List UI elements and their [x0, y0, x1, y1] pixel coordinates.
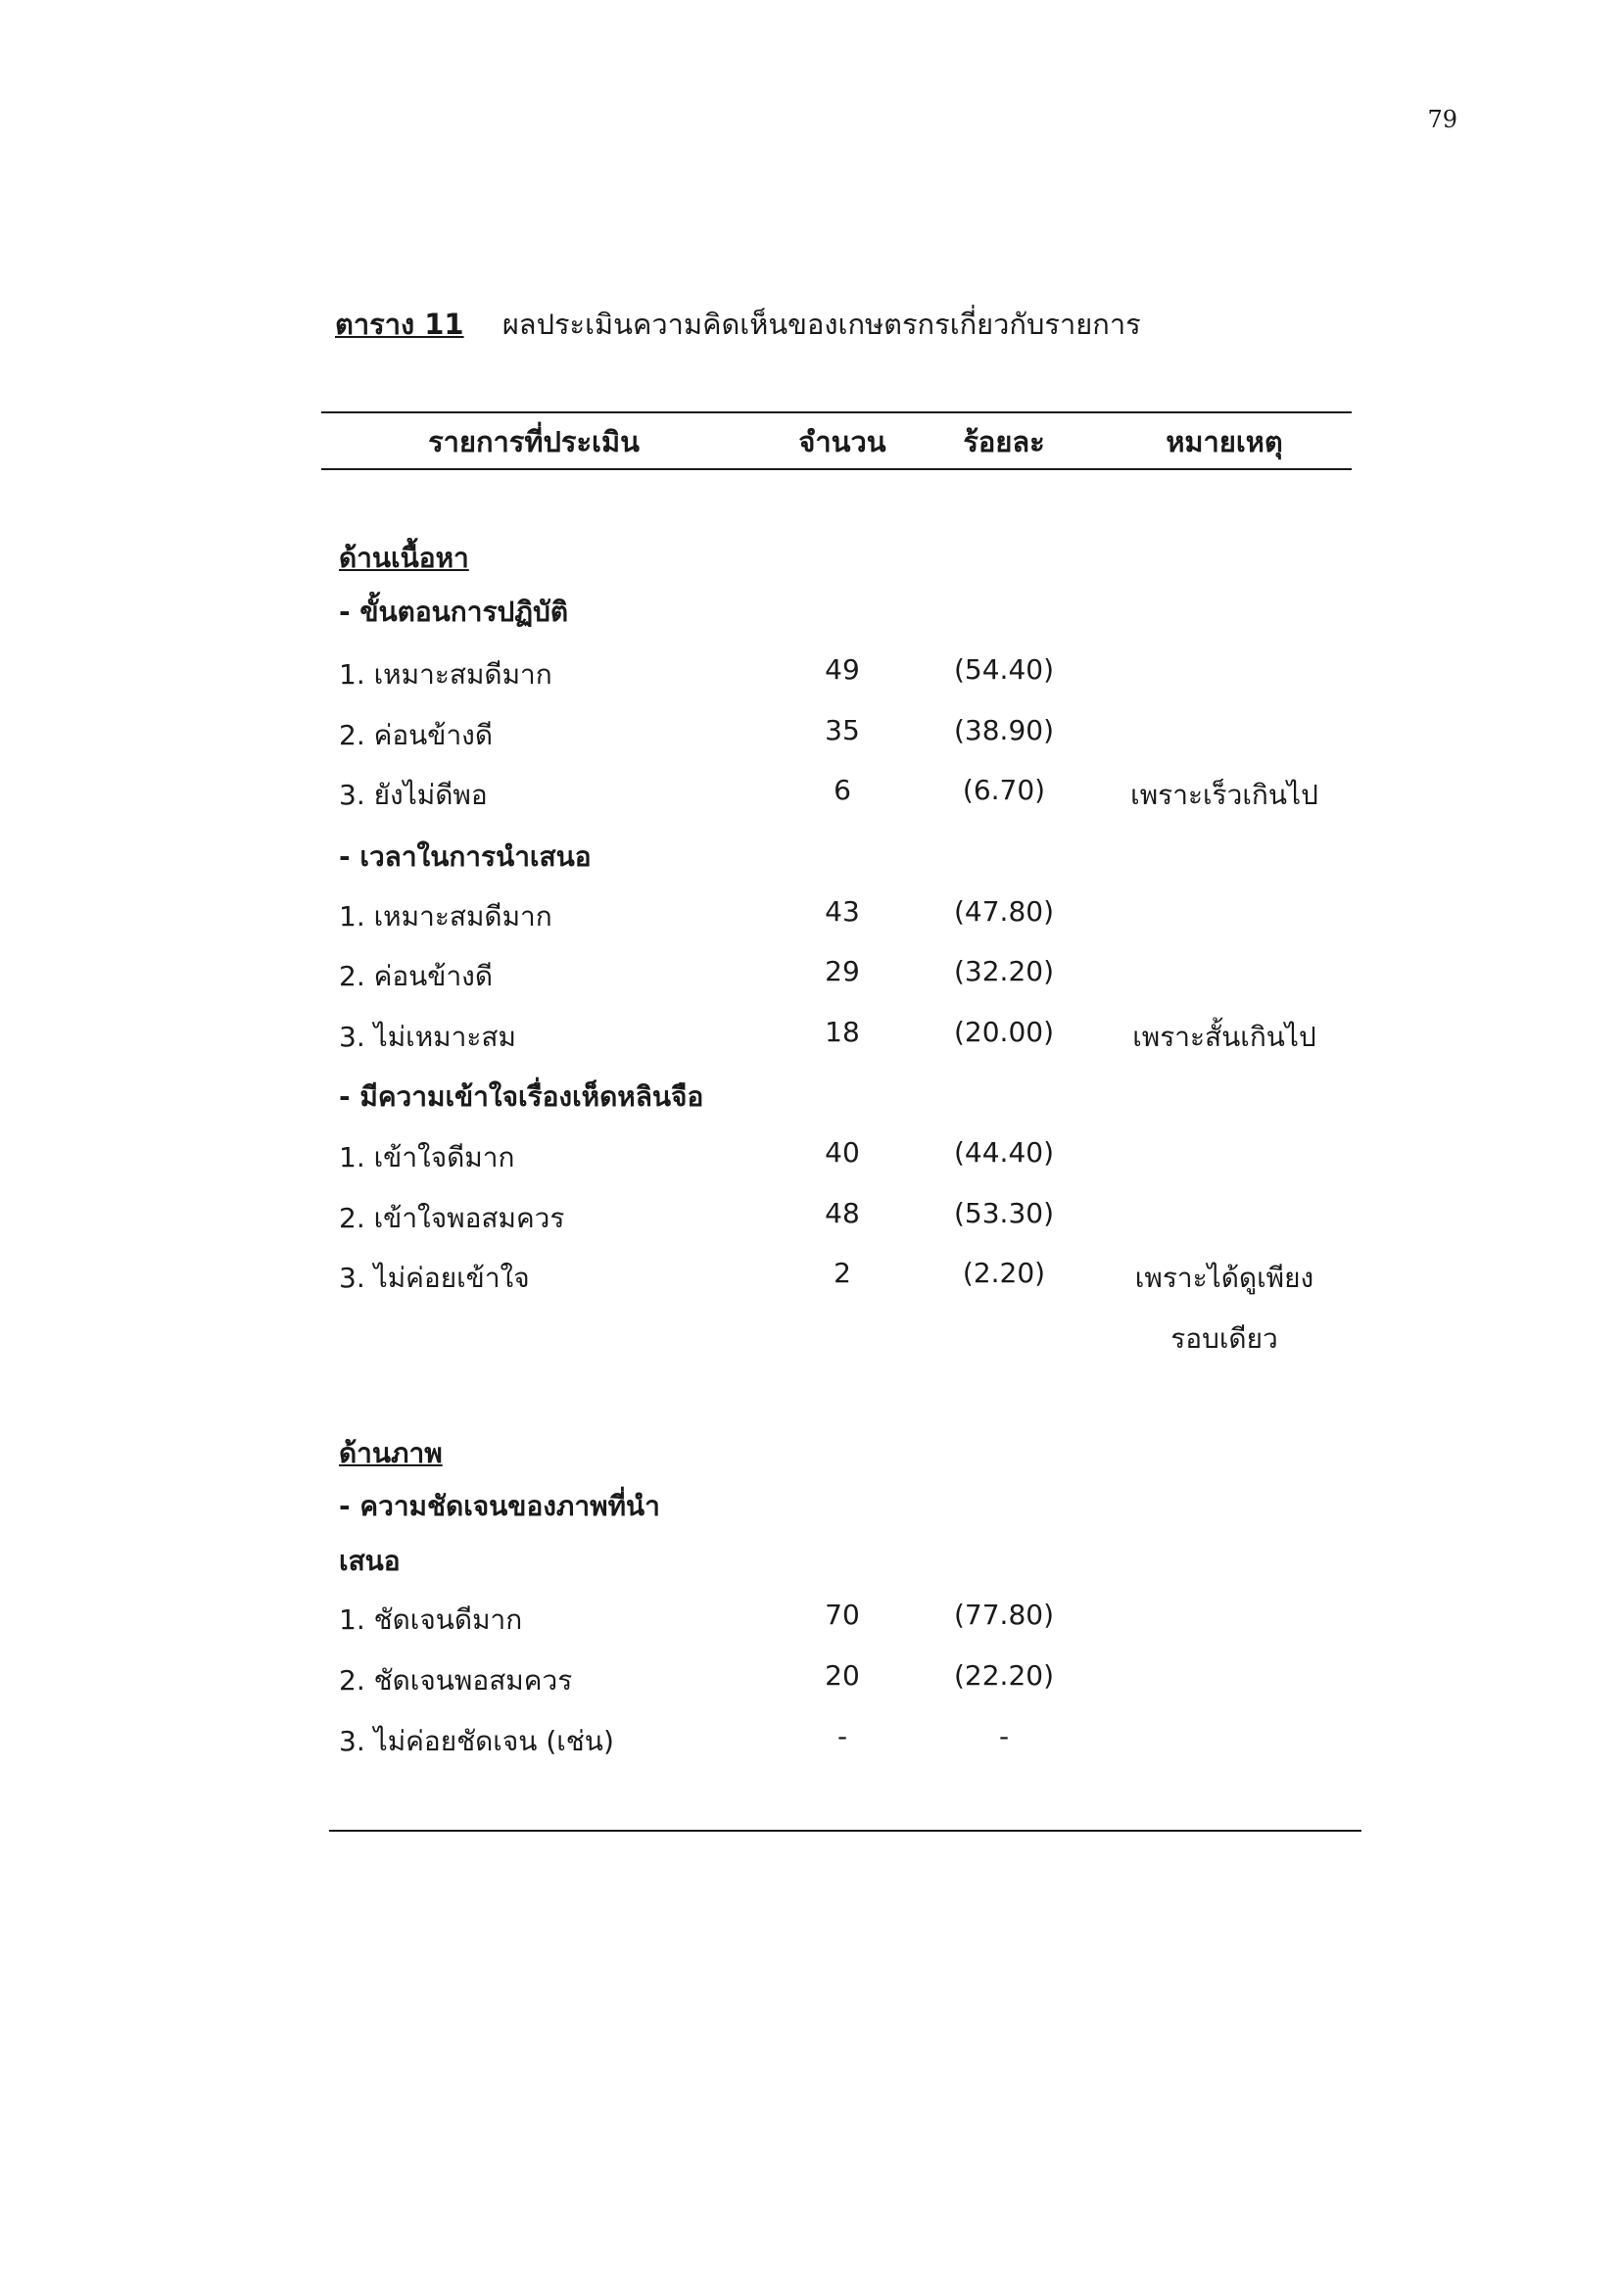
header-item: รายการที่ประเมิน — [428, 425, 640, 458]
count-cell: 48 — [825, 1197, 860, 1229]
count-cell: 49 — [825, 653, 860, 686]
table-row — [0, 1720, 1622, 1763]
item-cell: 3. ไม่ค่อยเข้าใจ — [339, 1262, 530, 1294]
percent-cell: (77.80) — [953, 1599, 1054, 1631]
caption-label: ตาราง 11 — [335, 308, 464, 341]
count-cell: 2 — [834, 1257, 851, 1289]
item-cell: 3. ไม่ค่อยชัดเจน (เช่น) — [339, 1725, 614, 1757]
percent-cell: (54.40) — [953, 653, 1054, 686]
count-cell: 18 — [825, 1016, 860, 1048]
table-bottom-rule — [329, 1830, 1361, 1832]
count-cell: 70 — [825, 1599, 860, 1631]
table-row — [0, 714, 1622, 757]
item-cell: 2. เข้าใจพอสมควร — [339, 1202, 565, 1234]
item-cell: 2. ค่อนข้างดี — [339, 719, 494, 751]
item-cell: 3. ยังไม่ดีพอ — [339, 779, 488, 811]
percent-cell: (22.20) — [953, 1659, 1054, 1692]
count-cell: 20 — [825, 1659, 860, 1692]
table-row — [0, 1257, 1622, 1300]
percent-cell: (38.90) — [953, 714, 1054, 746]
header-note: หมายเหตุ — [1166, 425, 1283, 458]
table-row — [0, 895, 1622, 938]
subsection-heading-row — [0, 1540, 1622, 1583]
count-cell: 43 — [825, 895, 860, 928]
item-cell: เสนอ — [339, 1545, 401, 1577]
table-top-rule — [321, 411, 1352, 413]
item-cell: 2. ชัดเจนพอสมควร — [339, 1664, 573, 1697]
subsection-heading-row — [0, 836, 1622, 879]
subsection-heading-row — [0, 1485, 1622, 1528]
table-caption — [335, 302, 1141, 347]
table-row — [0, 1197, 1622, 1240]
percent-cell: (32.20) — [953, 955, 1054, 987]
percent-cell: (2.20) — [962, 1257, 1046, 1289]
table-row — [0, 955, 1622, 998]
item-cell: 3. ไม่เหมาะสม — [339, 1021, 516, 1053]
table-row — [0, 1016, 1622, 1059]
table-row — [0, 653, 1622, 696]
table-row — [0, 1136, 1622, 1179]
count-cell: 40 — [825, 1136, 860, 1169]
table-row — [0, 1599, 1622, 1642]
table-row — [0, 1659, 1622, 1702]
percent-cell: (44.40) — [953, 1136, 1054, 1169]
note-cell: รอบเดียว — [1170, 1322, 1278, 1355]
note-cell: เพราะสั้นเกินไป — [1132, 1021, 1316, 1053]
item-cell: 2. ค่อนข้างดี — [339, 960, 494, 992]
section-heading-row — [0, 1432, 1622, 1475]
item-cell: 1. เข้าใจดีมาก — [339, 1141, 515, 1173]
percent-cell: (53.30) — [953, 1197, 1054, 1229]
count-cell: - — [836, 1720, 848, 1752]
caption-text: ผลประเมินความคิดเห็นของเกษตรกรเกี่ยวกับรายการ — [501, 308, 1141, 341]
subsection-heading-row — [0, 591, 1622, 634]
item-cell: - มีความเข้าใจเรื่องเห็ดหลินจือ — [339, 1080, 704, 1113]
note-cell: เพราะได้ดูเพียง — [1134, 1262, 1314, 1294]
note-cell: เพราะเร็วเกินไป — [1130, 779, 1318, 811]
percent-cell: (6.70) — [962, 774, 1046, 806]
percent-cell: (47.80) — [953, 895, 1054, 928]
percent-cell: (20.00) — [953, 1016, 1054, 1048]
item-cell: 1. เหมาะสมดีมาก — [339, 900, 552, 933]
count-cell: 29 — [825, 955, 860, 987]
subsection-heading-row — [0, 1076, 1622, 1119]
count-cell: 6 — [834, 774, 851, 806]
table-header-rule — [321, 468, 1352, 470]
item-cell: - ความชัดเจนของภาพที่นำ — [339, 1490, 660, 1522]
item-cell: ด้านเนื้อหา — [339, 542, 469, 574]
header-percent: ร้อยละ — [963, 425, 1045, 458]
section-heading-row — [0, 537, 1622, 580]
table-row — [0, 1317, 1622, 1361]
item-cell: 1. เหมาะสมดีมาก — [339, 658, 552, 691]
page-number: 79 — [1427, 106, 1457, 133]
item-cell: 1. ชัดเจนดีมาก — [339, 1603, 523, 1636]
item-cell: - เวลาในการนำเสนอ — [339, 840, 592, 873]
item-cell: ด้านภาพ — [339, 1437, 443, 1469]
header-count: จำนวน — [798, 425, 886, 458]
item-cell: - ขั้นตอนการปฏิบัติ — [339, 596, 569, 628]
table-row — [0, 774, 1622, 817]
count-cell: 35 — [825, 714, 860, 746]
percent-cell: - — [998, 1720, 1010, 1752]
